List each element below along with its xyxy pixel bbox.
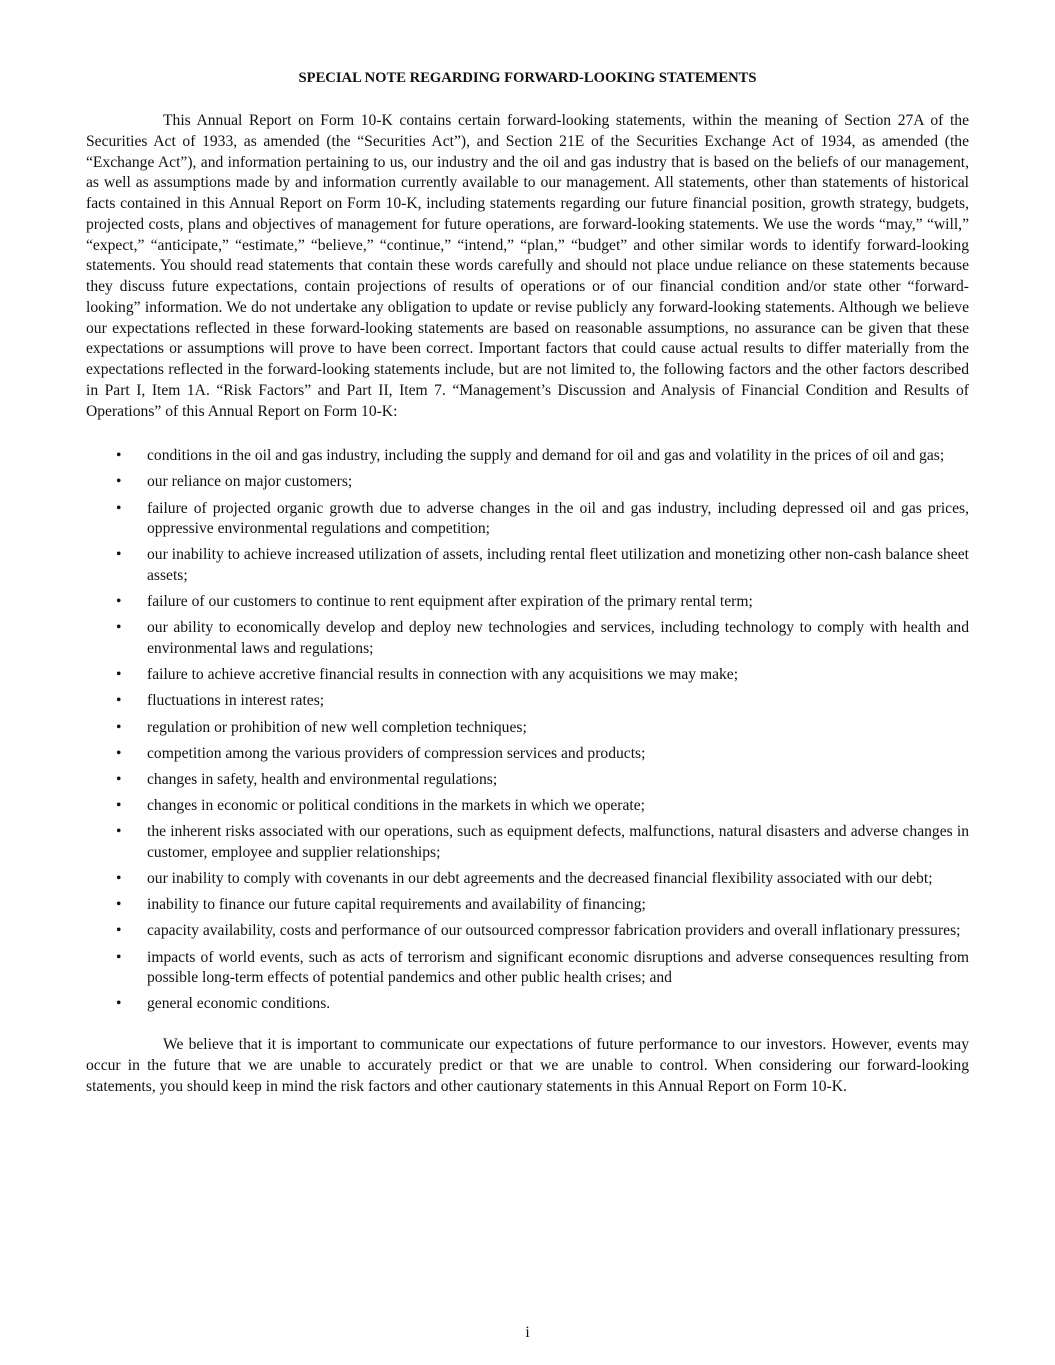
list-item-text: our inability to comply with covenants in our debt agreements and the decreased financial flexibility associated with our debt;	[147, 870, 933, 888]
list-item-text: our ability to economically develop and deploy new technologies and services, including technology to comply with health and environmental laws and regulations;	[147, 619, 969, 658]
list-item-text: failure of our customers to continue to rent equipment after expiration of the primary rental term;	[147, 593, 753, 611]
list-item	[86, 770, 969, 791]
list-item-text: failure of projected organic growth due to adverse changes in the oil and gas industry, including depressed oil and gas prices, oppressive environmental regulations and competition;	[147, 499, 969, 538]
list-item-text: failure to achieve accretive financial results in connection with any acquisitions we may make;	[147, 666, 739, 684]
bullet-icon: •	[116, 922, 122, 940]
list-item	[86, 822, 969, 864]
section-title: SPECIAL NOTE REGARDING FORWARD-LOOKING STATEMENTS	[298, 70, 757, 86]
bullet-icon: •	[116, 718, 122, 736]
list-item-text: changes in economic or political conditions in the markets in which we operate;	[147, 797, 645, 815]
list-item	[86, 618, 969, 660]
list-item-text: conditions in the oil and gas industry, including the supply and demand for oil and gas and volatility in the prices of oil and gas;	[147, 447, 945, 465]
bullet-icon: •	[116, 823, 122, 841]
list-item	[86, 499, 969, 541]
list-item	[86, 718, 969, 739]
bullet-icon: •	[116, 797, 122, 815]
list-item-text: competition among the various providers of compression services and products;	[147, 744, 646, 762]
risk-factor-list	[86, 446, 969, 1015]
bullet-icon: •	[116, 870, 122, 888]
bullet-icon: •	[116, 770, 122, 788]
list-item-text: regulation or prohibition of new well completion techniques;	[147, 718, 527, 736]
bullet-icon: •	[116, 744, 122, 762]
list-item-text: changes in safety, health and environmental regulations;	[147, 770, 498, 788]
bullet-icon: •	[116, 473, 122, 491]
list-item-text: inability to finance our future capital requirements and availability of financing;	[147, 896, 646, 914]
list-item	[86, 472, 969, 493]
bullet-icon: •	[116, 995, 122, 1013]
bullet-icon: •	[116, 692, 122, 710]
closing-paragraph: We believe that it is important to communicate our expectations of future performance to our investors. However, events may occur in the future that we are unable to accurately predict or that we are unable to control. When considering our forward-looking statements, you should keep in mind the risk factors and other cautionary statements in this Annual Report on Form 10-K.	[86, 1036, 969, 1095]
bullet-icon: •	[116, 666, 122, 684]
bullet-icon: •	[116, 593, 122, 611]
list-item-text: the inherent risks associated with our operations, such as equipment defects, malfunctions, natural disasters and adverse changes in customer, employee and supplier relationships;	[147, 823, 969, 861]
list-item	[86, 446, 969, 467]
list-item	[86, 921, 969, 942]
list-item	[86, 545, 969, 587]
bullet-icon: •	[116, 948, 122, 966]
list-item	[86, 796, 969, 817]
list-item	[86, 994, 969, 1015]
bullet-icon: •	[116, 447, 122, 465]
list-item-text: capacity availability, costs and performance of our outsourced compressor fabrication providers and overall inflationary pressures;	[147, 922, 961, 940]
list-item-text: our inability to achieve increased utilization of assets, including rental fleet utilization and monetizing other non-cash balance sheet assets;	[147, 546, 969, 585]
list-item	[86, 869, 969, 890]
list-item-text: general economic conditions.	[147, 995, 331, 1013]
list-item	[86, 895, 969, 916]
bullet-icon: •	[116, 546, 122, 564]
list-item	[86, 948, 969, 990]
bullet-icon: •	[116, 896, 122, 914]
list-item-text: our reliance on major customers;	[147, 473, 353, 491]
list-item	[86, 592, 969, 613]
list-item-text: impacts of world events, such as acts of terrorism and significant economic disruptions and adverse consequences resulting from possible long-term effects of potential pandemics and other public health crises; and	[147, 948, 969, 987]
list-item	[86, 691, 969, 712]
document-body	[86, 111, 969, 1097]
bullet-icon: •	[116, 619, 122, 637]
bullet-icon: •	[116, 499, 122, 517]
list-item	[86, 665, 969, 686]
list-item	[86, 744, 969, 765]
intro-paragraph: This Annual Report on Form 10-K contains certain forward-looking statements, within the meaning of Section 27A of the Securities Act of 1933, as amended (the “Securities Act”), and Section 21E of the Securities Exchange Act of 1934, as amended (the “Exchange Act”), and information pertaining to us, our industry and the oil and gas industry that is based on the beliefs of our management, as well as assumptions made by and information currently available to our management. All statements, other than statements of historical facts contained in this Annual Report on Form 10-K, including statements regarding our future financial position, growth strategy, budgets, projected costs, plans and objectives of management for future operations, are forward-looking statements. We use the words “may,” “will,” “expect,” “anticipate,” “estimate,” “believe,” “continue,” “intend,” “plan,” “budget” and other similar words to identify forward-looking statements. You should read statements that contain these words carefully and should not place undue reliance on these statements because they discuss future expectations, contain projections of results of operations or of our financial condition and/or state other “forward-looking” information. We do not undertake any obligation to update or revise publicly any forward-looking statements. Although we believe our expectations reflected in these forward-looking statements are based on reasonable assumptions, no assurance can be given that these expectations or assumptions will prove to have been correct. Important factors that could cause actual results to differ materially from the expectations reflected in the forward-looking statements include, but are not limited to, the following factors and the other factors described in Part I, Item 1A. “Risk Factors” and Part II, Item 7. “Management’s Discussion and Analysis of Financial Condition and Results of Operations” of this Annual Report on Form 10-K:	[86, 112, 969, 420]
list-item-text: fluctuations in interest rates;	[147, 692, 325, 710]
page-number: i	[525, 1324, 530, 1341]
